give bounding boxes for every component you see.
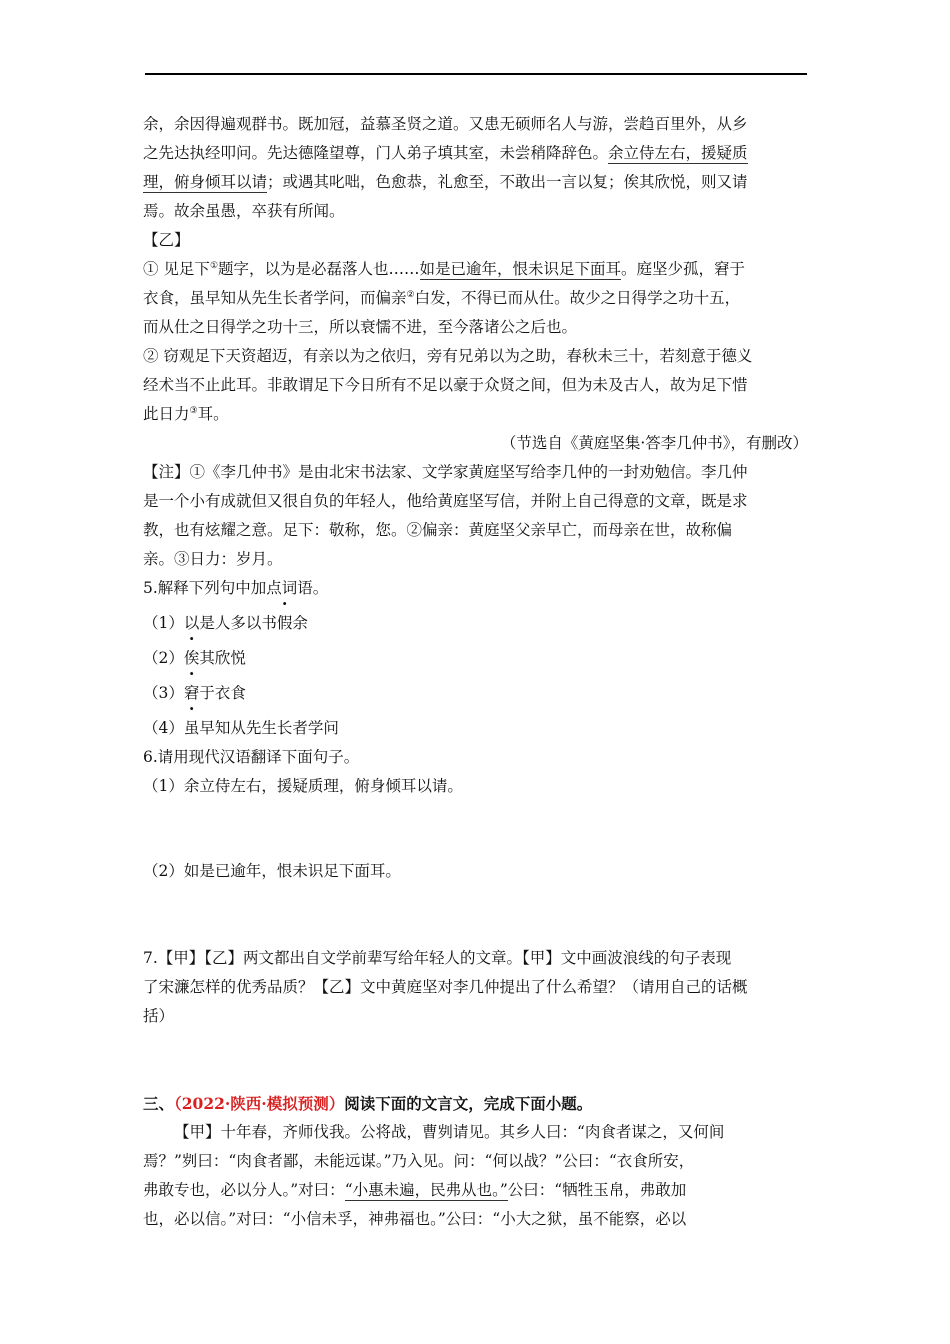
text-span: 耳。 (197, 405, 229, 423)
footnote-marker: ③ (189, 405, 198, 416)
passage-b-label: 【乙】 (143, 231, 190, 249)
question-7-line: 了宋濂怎样的优秀品质？【乙】文中黄庭坚对李几仲提出了什么希望？（请用自己的话概 (143, 978, 748, 996)
text-span: 衣食，虽早知从先生长者学问，而偏亲 (143, 289, 407, 307)
dotted-word: 虽 (183, 719, 200, 737)
text-span: 白发，不得已而从仕。故少之日得学之功十五， (414, 289, 741, 307)
answer-space (143, 886, 808, 944)
answer-space (143, 1031, 808, 1089)
dotted-word: 窘 (183, 684, 200, 702)
document-body (143, 110, 808, 1234)
item-number: （1） (143, 614, 184, 632)
item-number: （3） (143, 684, 184, 702)
text-span: 之先达执经叩问。先达德隆望尊，门人弟子填其室，未尝稍降辞色。 (143, 144, 609, 162)
section-3-line: 【甲】十年春，齐师伐我。公将战，曹刿请见。其乡人曰：“肉食者谋之，又何间 (174, 1123, 725, 1141)
dotted-word: 假 (276, 614, 293, 632)
question-6-stem: 6.请用现代汉语翻译下面句子。 (143, 748, 360, 766)
section-3-heading (143, 1089, 808, 1118)
text-span: 余 (292, 614, 308, 632)
question-7-line: 7.【甲】【乙】两文都出自文学前辈写给年轻人的文章。【甲】文中画波浪线的句子表现 (143, 949, 732, 967)
text-span: 于衣食 (199, 684, 246, 702)
question-5-item (143, 609, 808, 638)
text-span: 公曰：“牺牲玉帛，弗敢加 (507, 1181, 687, 1199)
footnote-marker: ② (406, 289, 415, 300)
passage-b-line (143, 284, 808, 313)
footnote-marker: ① (209, 260, 219, 271)
text-span: 早知从先生长者学问 (199, 719, 339, 737)
note-line: 亲。③日力：岁月。 (143, 550, 283, 568)
note-line: 【注】①《李几仲书》是由北宋书法家、文学家黄庭坚写给李几仲的一封劝勉信。李几仲 (143, 463, 748, 481)
text-span: 。庭坚少孤，窘于 (621, 260, 746, 278)
wavy-underlined-sentence: 理，俯身倾耳以请 (143, 173, 268, 191)
item-number: （4） (143, 719, 184, 737)
passage-a-line: 焉。故余虽愚，卒获有所闻。 (143, 202, 345, 220)
question-5-item (143, 714, 808, 743)
question-5-item (143, 679, 808, 708)
question-5-stem: 5.解释下列句中加点词语。 (143, 579, 329, 597)
text-span: 此日力 (143, 405, 190, 423)
note-line: 教，也有炫耀之意。足下：敬称，您。②偏亲：黄庭坚父亲早亡，而母亲在世，故称偏 (143, 521, 733, 539)
answer-space (143, 801, 808, 857)
note-line: 是一个小有成就但又很自负的年轻人，他给黄庭坚写信，并附上自己得意的文章，既是求 (143, 492, 748, 510)
question-5-item (143, 644, 808, 673)
underlined-sentence: “小惠未遍，民弗从也。” (344, 1181, 508, 1199)
wavy-underlined-sentence: 余立侍左右，援疑质 (608, 144, 748, 162)
section-3-line: 焉？”刿曰：“肉食者鄙，未能远谋。”乃入见。问：“何以战？”公曰：“衣食所安， (143, 1152, 695, 1170)
question-6-item: （1）余立侍左右，援疑质理，俯身倾耳以请。 (143, 777, 463, 795)
header-rule (145, 73, 807, 75)
text-span: ；或遇其叱咄，色愈恭，礼愈至，不敢出一言以复；俟其欣悦，则又请 (267, 173, 748, 191)
underlined-sentence: 如是已逾年，恨未识足下面耳 (419, 260, 622, 278)
passage-b-line: ② 窃观足下天资超迈，有亲以为之依归，旁有兄弟以为之助，春秋未三十，若刻意于德义 (143, 347, 753, 365)
text-span: 以是人多以书 (183, 614, 277, 632)
source-citation: （节选自《黄庭坚集·答李几仲书》，有删改） (500, 434, 808, 452)
section-number: 三、 (143, 1094, 175, 1113)
passage-b-line: 经术当不止此耳。非敢谓足下今日所有不足以豪于众贤之间，但为未及古人，故为足下惜 (143, 376, 748, 394)
passage-b-line (143, 400, 808, 429)
question-7-line: 括） (143, 1007, 175, 1025)
section-title: 阅读下面的文言文，完成下面小题。 (344, 1094, 593, 1113)
text-span: 弗敢专也，必以分人。”对曰： (143, 1181, 345, 1199)
source-tag: （2022·陕西·模拟预测） (174, 1094, 345, 1113)
section-3-line (143, 1176, 808, 1205)
passage-a-line: 余，余因得遍观群书。既加冠，益慕圣贤之道。又患无硕师名人与游，尝趋百里外，从乡 (143, 115, 748, 133)
dotted-word: 俟 (183, 649, 200, 667)
passage-a-line (143, 168, 808, 197)
text-span: 其欣悦 (199, 649, 246, 667)
text-span: ① 见足下 (143, 260, 210, 278)
passage-b-line (143, 255, 808, 284)
passage-b-line: 而从仕之日得学之功十三，所以衰懦不进，至今落诸公之后也。 (143, 318, 578, 336)
text-span: 题字，以为是必磊落人也…… (218, 260, 420, 278)
item-number: （2） (143, 649, 184, 667)
section-3-line: 也，必以信。”对曰：“小信未孚，神弗福也。”公曰：“小大之狱，虽不能察，必以 (143, 1210, 687, 1228)
question-6-item: （2）如是已逾年，恨未识足下面耳。 (143, 862, 401, 880)
passage-a-line (143, 139, 808, 168)
